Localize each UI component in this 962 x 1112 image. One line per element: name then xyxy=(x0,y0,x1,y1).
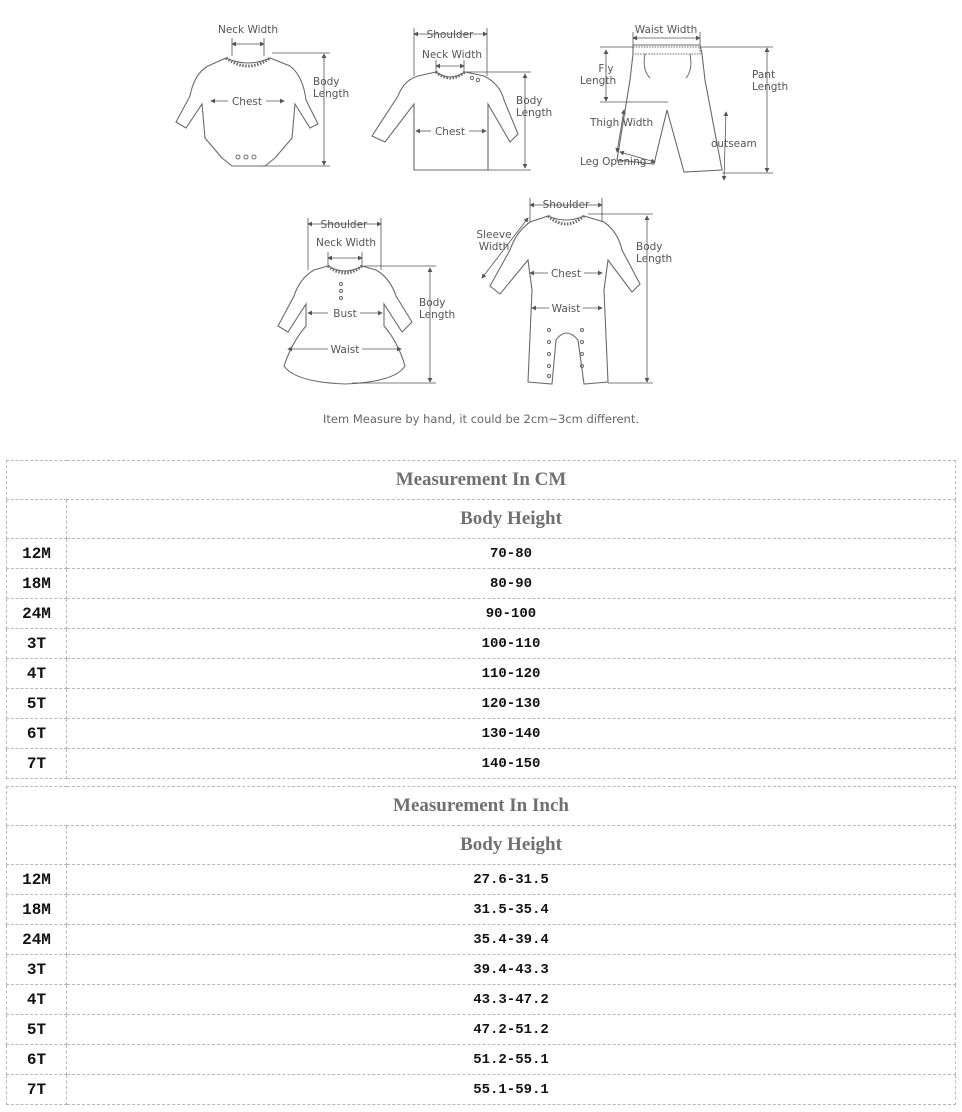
body-height-value: 80-90 xyxy=(67,569,956,599)
shirt-neck-width-label: Neck Width xyxy=(421,49,483,61)
dress-waist-label: Waist xyxy=(330,344,360,356)
size-label: 4T xyxy=(7,659,67,689)
dress-body-length-label-2: Length xyxy=(419,309,456,321)
bodysuit-body-length-label-1: Body xyxy=(313,76,340,88)
size-label: 18M xyxy=(7,569,67,599)
body-height-value: 27.6-31.5 xyxy=(67,865,956,895)
pants-leg-opening-label: Leg Opening xyxy=(580,156,647,168)
body-height-value: 120-130 xyxy=(67,689,956,719)
size-header-cell xyxy=(7,826,67,865)
body-height-value: 130-140 xyxy=(67,719,956,749)
bodysuit-body-length-label-2: Length xyxy=(313,88,350,100)
body-height-value: 51.2-55.1 xyxy=(67,1045,956,1075)
romper-sleeve-width-label-1: Sleeve xyxy=(476,229,512,241)
table-row xyxy=(7,719,956,749)
dress-bust-label: Bust xyxy=(333,308,357,320)
size-label: 6T xyxy=(7,719,67,749)
pants-fly-length-label-1: Fly xyxy=(598,63,614,75)
size-label: 3T xyxy=(7,629,67,659)
romper-shoulder-label: Shoulder xyxy=(542,199,590,211)
body-height-value: 55.1-59.1 xyxy=(67,1075,956,1105)
pants-pant-length-label-1: Pant xyxy=(752,69,776,81)
table-row xyxy=(7,985,956,1015)
size-label: 24M xyxy=(7,599,67,629)
shirt-body-length-label-1: Body xyxy=(516,95,543,107)
romper-waist-label: Waist xyxy=(551,303,581,315)
shirt-chest-label: Chest xyxy=(434,126,466,138)
measurement-diagram xyxy=(0,0,962,440)
pants-pant-length-label-2: Length xyxy=(752,81,789,93)
garment-diagrams xyxy=(0,0,962,440)
size-table-cm xyxy=(6,460,956,779)
bodysuit-chest-label: Chest xyxy=(231,96,263,108)
dress-body-length-label-1: Body xyxy=(419,297,446,309)
size-label: 24M xyxy=(7,925,67,955)
romper-diagram xyxy=(476,198,672,384)
size-label: 7T xyxy=(7,749,67,779)
table-row xyxy=(7,955,956,985)
pants-fly-length-label-2: Length xyxy=(579,75,617,87)
table-row xyxy=(7,659,956,689)
table-row xyxy=(7,599,956,629)
table-title: Measurement In CM xyxy=(7,461,956,500)
body-height-value: 110-120 xyxy=(67,659,956,689)
table-row xyxy=(7,749,956,779)
romper-body-length-label-2: Length xyxy=(636,253,673,265)
size-label: 12M xyxy=(7,539,67,569)
pants-diagram xyxy=(580,24,788,180)
romper-body-length-label-1: Body xyxy=(636,241,663,253)
size-label: 4T xyxy=(7,985,67,1015)
size-label: 6T xyxy=(7,1045,67,1075)
body-height-value: 31.5-35.4 xyxy=(67,895,956,925)
table-row xyxy=(7,569,956,599)
table-row xyxy=(7,539,956,569)
table-row xyxy=(7,895,956,925)
size-label: 18M xyxy=(7,895,67,925)
romper-chest-label: Chest xyxy=(550,268,582,280)
romper-sleeve-width-label-2: Width xyxy=(478,241,510,253)
bodysuit-neck-width-label: Neck Width xyxy=(217,24,279,36)
table-title-row xyxy=(7,461,956,500)
body-height-value: 90-100 xyxy=(67,599,956,629)
dress-shoulder-label: Shoulder xyxy=(320,219,368,231)
size-table-inch xyxy=(6,786,956,1105)
body-height-value: 39.4-43.3 xyxy=(67,955,956,985)
pants-waist-width-label: Waist Width xyxy=(634,24,698,36)
pants-outseam-label: outseam xyxy=(711,138,757,150)
table-row xyxy=(7,689,956,719)
table-title: Measurement In Inch xyxy=(7,787,956,826)
size-label: 5T xyxy=(7,1015,67,1045)
size-label: 7T xyxy=(7,1075,67,1105)
table-row xyxy=(7,865,956,895)
dress-neck-width-label: Neck Width xyxy=(315,237,377,249)
table-row xyxy=(7,629,956,659)
table-row xyxy=(7,925,956,955)
body-height-header: Body Height xyxy=(67,826,956,865)
body-height-value: 100-110 xyxy=(67,629,956,659)
table-title-row xyxy=(7,787,956,826)
body-height-value: 35.4-39.4 xyxy=(67,925,956,955)
pants-thigh-width-label: Thigh Width xyxy=(590,117,654,129)
size-header-cell xyxy=(7,500,67,539)
shirt-diagram xyxy=(372,28,552,170)
size-label: 3T xyxy=(7,955,67,985)
body-height-header: Body Height xyxy=(67,500,956,539)
size-label: 12M xyxy=(7,865,67,895)
dress-diagram xyxy=(278,218,455,384)
body-height-value: 47.2-51.2 xyxy=(67,1015,956,1045)
bodysuit-diagram xyxy=(176,24,349,166)
body-height-value: 43.3-47.2 xyxy=(67,985,956,1015)
table-header-row xyxy=(7,826,956,865)
measurement-note: Item Measure by hand, it could be 2cm~3cm different. xyxy=(322,412,640,426)
body-height-value: 140-150 xyxy=(67,749,956,779)
shirt-shoulder-label: Shoulder xyxy=(426,29,474,41)
table-row xyxy=(7,1075,956,1105)
size-label: 5T xyxy=(7,689,67,719)
table-row xyxy=(7,1045,956,1075)
shirt-body-length-label-2: Length xyxy=(516,107,553,119)
body-height-value: 70-80 xyxy=(67,539,956,569)
table-row xyxy=(7,1015,956,1045)
table-header-row xyxy=(7,500,956,539)
